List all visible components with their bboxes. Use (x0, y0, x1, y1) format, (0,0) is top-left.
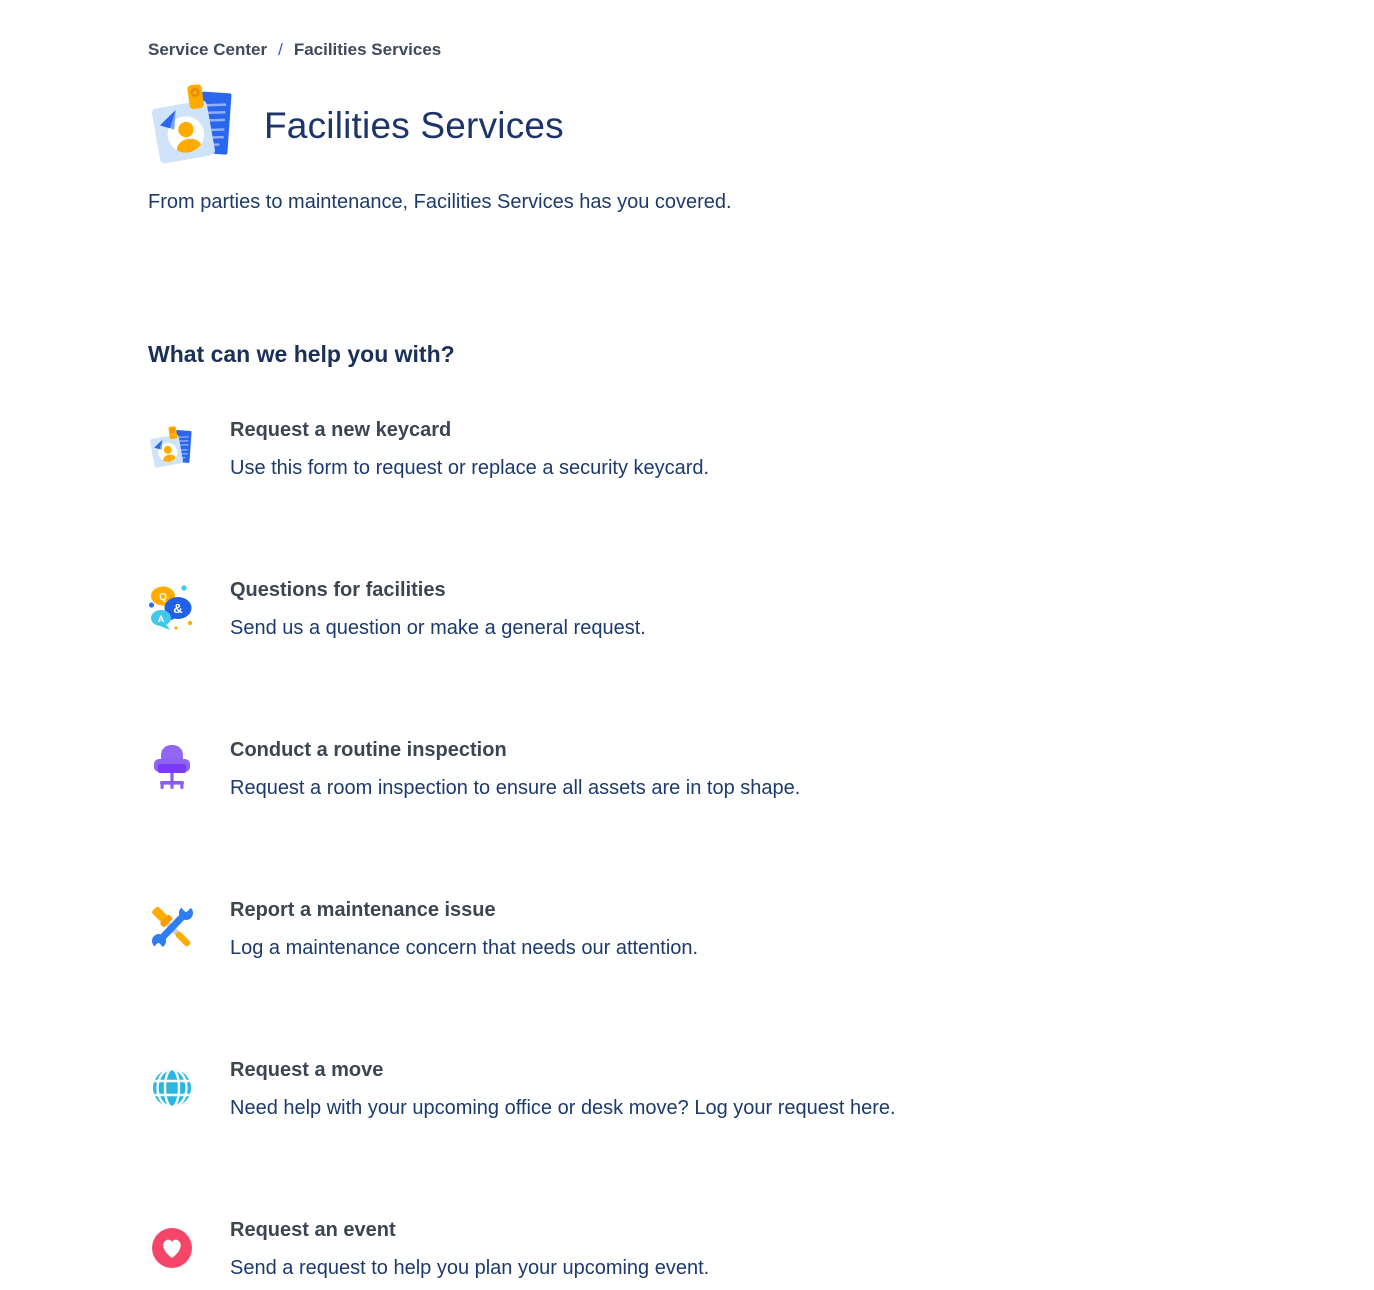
request-type-title[interactable]: Request an event (230, 1219, 396, 1241)
facilities-keycard-icon (148, 80, 240, 172)
heart-icon (148, 1218, 230, 1276)
keycard-icon (148, 418, 230, 476)
request-type-item-event[interactable] (148, 1218, 1334, 1280)
breadcrumb-service-center[interactable]: Service Center (148, 40, 268, 59)
request-type-description: Request a room inspection to ensure all assets are in top shape. (230, 777, 801, 799)
request-type-description: Send a request to help you plan your upcoming event. (230, 1257, 710, 1279)
breadcrumb-facilities-services: Facilities Services (293, 40, 442, 59)
request-type-title[interactable]: Request a new keycard (230, 419, 452, 441)
request-type-description: Log a maintenance concern that needs our attention. (230, 937, 699, 959)
request-type-title[interactable]: Request a move (230, 1059, 384, 1081)
svg-text:Q: Q (159, 592, 167, 603)
breadcrumb-separator: / (278, 40, 283, 59)
request-type-title[interactable]: Conduct a routine inspection (230, 739, 507, 761)
globe-icon (148, 1058, 230, 1116)
section-heading: What can we help you with? (148, 341, 455, 367)
request-type-item-inspection[interactable] (148, 738, 1334, 800)
office-chair-icon (148, 738, 230, 796)
portal-description: From parties to maintenance, Facilities Services has you covered. (148, 191, 732, 213)
request-type-list (148, 418, 1334, 1280)
page-title: Facilities Services (264, 105, 564, 146)
tools-icon (148, 898, 230, 956)
request-type-description: Use this form to request or replace a security keycard. (230, 457, 710, 479)
request-type-item-keycard[interactable] (148, 418, 1334, 480)
svg-text:&: & (173, 601, 183, 616)
request-type-title[interactable]: Report a maintenance issue (230, 899, 496, 921)
request-type-item-maintenance[interactable] (148, 898, 1334, 960)
request-type-description: Send us a question or make a general request. (230, 617, 646, 639)
request-type-description: Need help with your upcoming office or desk move? Log your request here. (230, 1097, 896, 1119)
svg-text:A: A (157, 614, 165, 624)
breadcrumb (148, 40, 1334, 60)
request-type-item-questions[interactable] (148, 578, 1334, 640)
request-type-title[interactable]: Questions for facilities (230, 579, 446, 601)
request-type-item-move[interactable] (148, 1058, 1334, 1120)
question-bubbles-icon (148, 578, 230, 636)
portal-header (148, 80, 1334, 172)
